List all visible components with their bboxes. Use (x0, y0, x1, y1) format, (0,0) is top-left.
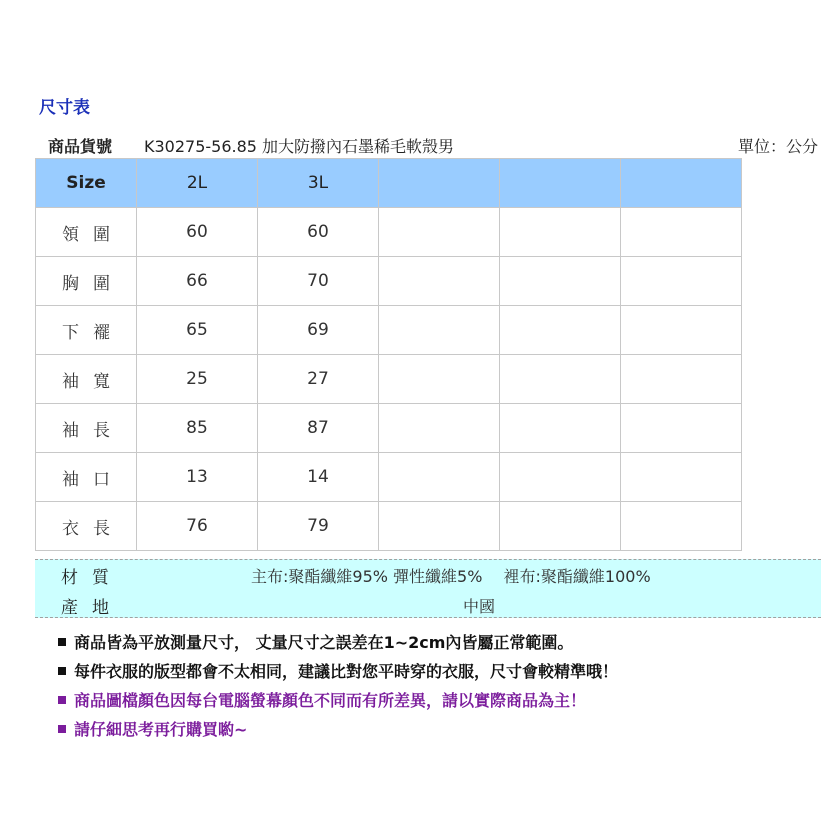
table-cell (500, 404, 621, 453)
note-item (58, 628, 618, 657)
origin-value: 中國 (463, 597, 496, 616)
table-cell: 65 (137, 306, 258, 355)
row-label: 下襬 (36, 306, 137, 355)
table-cell (379, 404, 500, 453)
table-row (36, 257, 742, 306)
table-cell (621, 453, 742, 502)
table-cell: 60 (258, 208, 379, 257)
table-cell (500, 502, 621, 551)
table-cell (500, 257, 621, 306)
note-text: 每件衣服的版型都會不太相同，建議比對您平時穿的衣服，尺寸會較精準哦！ (74, 662, 619, 681)
table-cell (621, 306, 742, 355)
table-cell: 66 (137, 257, 258, 306)
page-title: 尺寸表 (39, 98, 90, 118)
square-bullet-icon (58, 725, 66, 733)
product-info (48, 134, 818, 156)
header-empty (379, 159, 500, 208)
table-cell: 13 (137, 453, 258, 502)
table-cell: 79 (258, 502, 379, 551)
note-text: 請仔細思考再行購買喲~ (74, 720, 248, 739)
row-label: 袖長 (36, 404, 137, 453)
table-cell (500, 306, 621, 355)
material-section (35, 559, 821, 618)
row-label: 領圍 (36, 208, 137, 257)
row-label: 袖寬 (36, 355, 137, 404)
table-cell (621, 355, 742, 404)
header-empty (500, 159, 621, 208)
table-cell: 27 (258, 355, 379, 404)
table-cell: 76 (137, 502, 258, 551)
table-cell (500, 208, 621, 257)
note-item (58, 715, 618, 744)
header-3l: 3L (258, 159, 379, 208)
table-header-row (36, 159, 742, 208)
unit-label: 單位：公分 (737, 137, 818, 156)
square-bullet-icon (58, 696, 66, 704)
origin-label: 產地 (61, 598, 123, 618)
table-row (36, 208, 742, 257)
row-label: 袖口 (36, 453, 137, 502)
table-cell (500, 453, 621, 502)
product-code: K30275-56.85 加大防撥內石墨稀毛軟殼男 (144, 137, 455, 156)
table-row (36, 502, 742, 551)
table-cell: 14 (258, 453, 379, 502)
header-empty (621, 159, 742, 208)
product-label: 商品貨號 (48, 137, 113, 156)
table-row (36, 453, 742, 502)
note-text: 商品皆為平放測量尺寸， 丈量尺寸之誤差在1~2cm內皆屬正常範圍。 (74, 633, 574, 652)
notes-list (58, 628, 618, 744)
row-label: 胸圍 (36, 257, 137, 306)
table-cell: 69 (258, 306, 379, 355)
table-cell (379, 502, 500, 551)
table-row (36, 404, 742, 453)
header-size: Size (36, 159, 137, 208)
table-cell (621, 208, 742, 257)
table-cell (621, 257, 742, 306)
table-cell (379, 355, 500, 404)
note-text: 商品圖檔顏色因每台電腦螢幕顏色不同而有所差異，請以實際商品為主！ (74, 691, 587, 710)
table-cell (379, 208, 500, 257)
table-cell: 70 (258, 257, 379, 306)
table-row (36, 355, 742, 404)
table-cell (500, 355, 621, 404)
square-bullet-icon (58, 667, 66, 675)
square-bullet-icon (58, 638, 66, 646)
table-cell: 25 (137, 355, 258, 404)
table-cell (379, 306, 500, 355)
table-cell: 60 (137, 208, 258, 257)
table-cell (621, 404, 742, 453)
table-cell: 87 (258, 404, 379, 453)
note-item (58, 686, 618, 715)
note-item (58, 657, 618, 686)
table-cell (621, 502, 742, 551)
table-cell (379, 453, 500, 502)
table-cell: 85 (137, 404, 258, 453)
material-label: 材質 (61, 568, 123, 588)
material-value: 主布:聚酯纖維95% 彈性纖維5% 裡布:聚酯纖維100% (251, 567, 651, 586)
table-row (36, 306, 742, 355)
header-2l: 2L (137, 159, 258, 208)
size-table (35, 158, 742, 551)
table-cell (379, 257, 500, 306)
row-label: 衣長 (36, 502, 137, 551)
